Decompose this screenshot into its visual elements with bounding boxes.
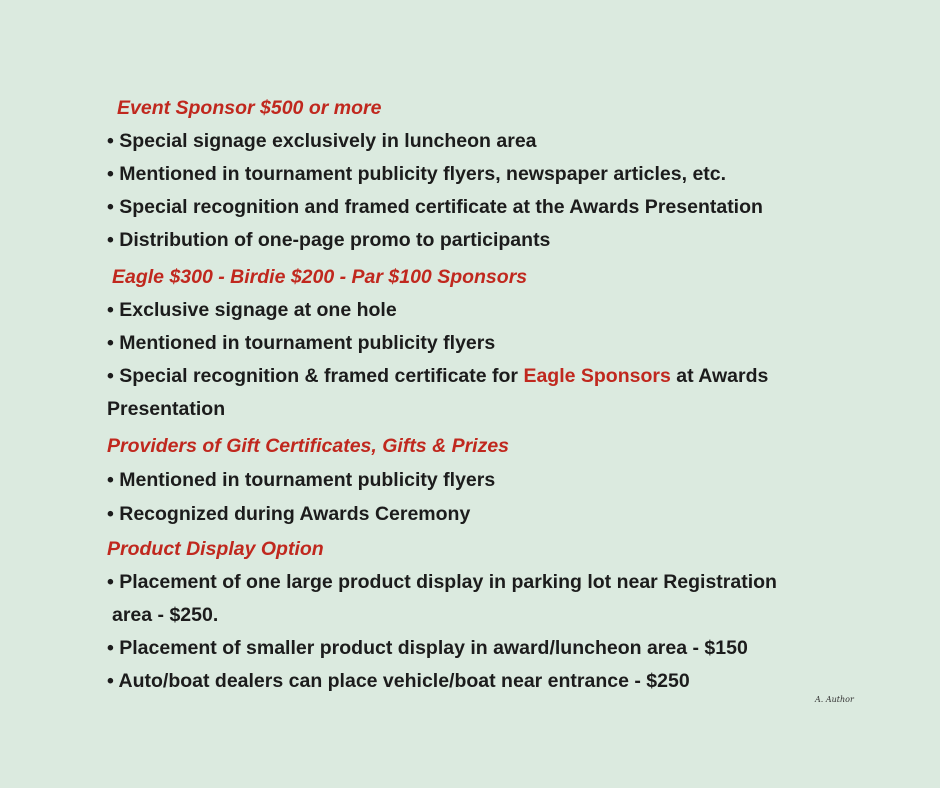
eagle-birdie-par-heading: Eagle $300 - Birdie $200 - Par $100 Sponsors — [112, 266, 528, 288]
list-item-text: at Awards — [670, 365, 769, 387]
eagle-birdie-par-section — [107, 261, 867, 426]
list-item: • Mentioned in tournament publicity flyers — [107, 469, 496, 491]
list-item-text: • Special recognition & framed certificate for — [107, 365, 524, 387]
signature: A. Author — [815, 695, 854, 704]
event-sponsor-heading: Event Sponsor $500 or more — [117, 97, 382, 119]
gift-providers-heading: Providers of Gift Certificates, Gifts & Prizes — [107, 435, 510, 457]
list-item: • Mentioned in tournament publicity flyers, newspaper articles, etc. — [107, 163, 727, 185]
list-item: • Exclusive signage at one hole — [107, 299, 397, 321]
list-item: • Mentioned in tournament publicity flyers — [107, 332, 496, 354]
eagle-sponsors-highlight: Eagle Sponsors — [523, 365, 671, 387]
gift-providers-section — [107, 430, 867, 531]
list-item: • Auto/boat dealers can place vehicle/boat near entrance - $250 — [107, 670, 690, 692]
list-item: • Placement of one large product display in parking lot near Registration — [107, 571, 777, 593]
product-display-section — [107, 533, 867, 698]
list-item-continuation: Presentation — [107, 398, 226, 420]
list-item: • Special recognition and framed certificate at the Awards Presentation — [107, 196, 763, 218]
list-item — [107, 360, 867, 393]
event-sponsor-section — [107, 92, 867, 257]
list-item: • Recognized during Awards Ceremony — [107, 503, 471, 525]
list-item-continuation: area - $250. — [112, 604, 219, 626]
list-item: • Special signage exclusively in luncheon area — [107, 130, 537, 152]
sponsorship-levels — [107, 92, 867, 698]
product-display-heading: Product Display Option — [107, 538, 324, 560]
list-item: • Placement of smaller product display in award/luncheon area - $150 — [107, 637, 748, 659]
list-item: • Distribution of one-page promo to participants — [107, 229, 551, 251]
